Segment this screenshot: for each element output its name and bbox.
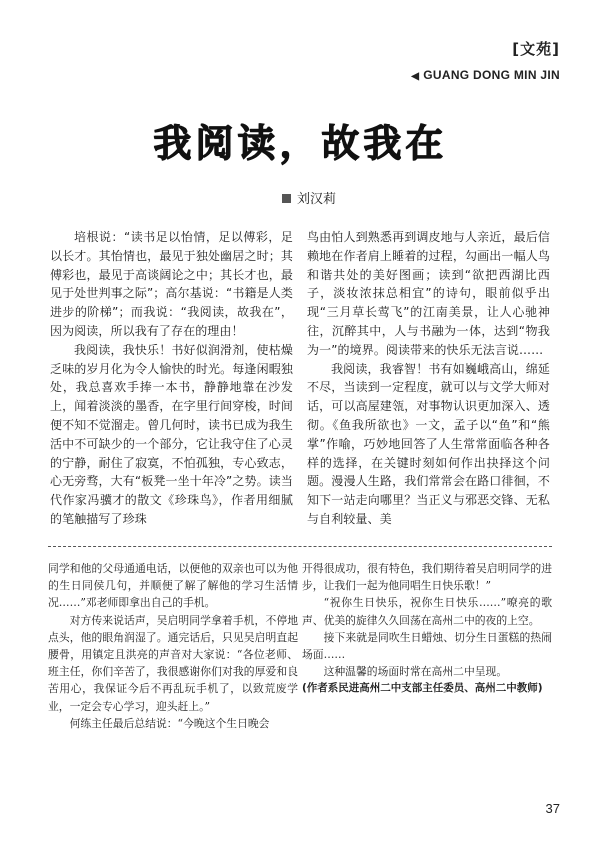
continuation-right-column — [302, 560, 552, 785]
continuation-body — [48, 560, 552, 785]
triangle-left-icon: ◀ — [411, 71, 420, 82]
article-body — [50, 228, 550, 538]
paragraph: 我阅读，我睿智！书有如巍峨高山，绵延不尽，当读到一定程度，就可以与文学大师对话，可以高屋建瓴，对事物认识更加深入、透彻。《鱼我所欲也》一文，孟子以“鱼”和“熊掌”作喻，巧妙地回答了人生常常面临各种各样的选择，在关键时刻如何作出抉择这个问题。漫漫人生路，我们常常会在路口徘徊，不知下一站走向哪里？当正义与邪恶交锋、无私与自利较量、美 — [307, 361, 550, 526]
article-title: 我阅读，故我在 — [152, 121, 447, 165]
section-divider — [48, 546, 552, 547]
page-number: 37 — [545, 801, 560, 816]
publication-name-text: GUANG DONG MIN JIN — [423, 68, 560, 82]
publication-name — [411, 68, 560, 82]
author-signature: (作者系民进高州二中支部主任委员、高州二中教师) — [302, 682, 543, 695]
section-tag: [文苑] — [512, 40, 560, 58]
author-byline — [282, 188, 336, 207]
paragraph: 我阅读，我快乐！书好似润滑剂，使枯燥乏味的岁月化为令人愉快的时光。每逢闲暇独处，我总喜欢手捧一本书，静静地靠在沙发上，闻着淡淡的墨香，在字里行间穿梭，时间便不知不觉溜走。曾几何时，读书已成为我生活中不可缺少的一个部分，它让我守住了心灵的宁静，耐住了寂寞，不怕孤独，专心致志，心无旁骛，大有“板凳一坐十年冷”之势。读当代作家冯骥才的散文《珍珠鸟》，作者用细腻的笔触描写了珍珠 — [50, 342, 293, 526]
paragraph: 对方传来说话声，吴启明同学拿着手机，不停地点头，他的眼角润湿了。通完话后，只见吴启明直起腰骨，用镇定且洪亮的声音对大家说：“各位老师、班主任，你们辛苦了，我很感谢你们对我的厚爱和良苦用心，我保证今后不再乱玩手机了，以致荒废学业，一定会专心学习，迎头赶上。” — [48, 613, 298, 713]
paragraph: 何练主任最后总结说：“今晚这个生日晚会 — [69, 716, 270, 730]
paragraph: 开得很成功，很有特色，我们期待着吴启明同学的进步，让我们一起为他同唱生日快乐歌！” — [302, 562, 552, 593]
paragraph: 鸟由怕人到熟悉再到调皮地与人亲近，最后信赖地在作者肩上睡着的过程，勾画出一幅人鸟和谐共处的美好图画；读到“欲把西湖比西子，淡妆浓抹总相宜”的诗句，眼前似乎出现“三月草长莺飞”的江南美景，让人心驰神往，沉醉其中，人与书融为一体，达到“物我为一”的境界。阅读带来的快乐无法言说…… — [307, 230, 550, 357]
square-bullet-icon — [282, 194, 291, 203]
paragraph: 培根说：“读书足以怡情，足以傅彩，足以长才。其怡情也，最见于独处幽居之时；其傅彩也，最见于高谈阔论之中；其长才也，最见于处世判事之际”；高尔基说：“书籍是人类进步的阶梯”；而我说：“我阅读，故我在”，因为阅读，所以我有了存在的理由！ — [50, 230, 293, 338]
author-name: 刘汉莉 — [297, 192, 337, 207]
continuation-left-column — [48, 560, 298, 785]
article-right-column — [307, 228, 550, 538]
paragraph: 这种温馨的场面时常在高州二中呈现。 — [323, 665, 508, 679]
paragraph: “祝你生日快乐，祝你生日快乐……”嘹亮的歌声、优美的旋律久久回荡在高州二中的夜的上空。 — [302, 596, 552, 627]
paragraph: 同学和他的父母通通电话，以便他的双亲也可以为他的生日同侯几句，并顺便了解了解他的学习生活情况……”邓老师即拿出自己的手机。 — [48, 562, 298, 610]
paragraph: 接下来就是同吹生日蜡烛、切分生日蛋糕的热闹场面…… — [302, 630, 552, 662]
article-left-column — [50, 228, 293, 538]
